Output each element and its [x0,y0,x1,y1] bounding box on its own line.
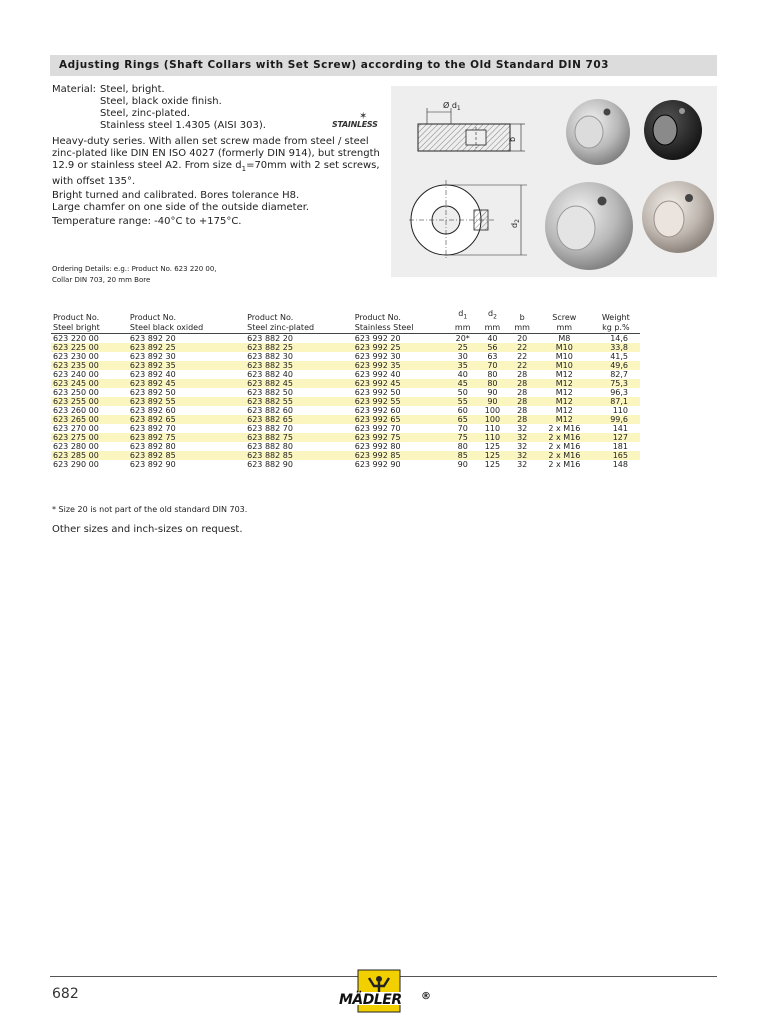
table-cell: 623 992 80 [354,441,401,451]
table-cell: 82,7 [610,369,628,379]
table-row [51,415,640,424]
table-cell: 2 x M16 [548,459,581,469]
table-cell: 70 [457,423,468,433]
table-row [51,397,640,406]
table-cell: 32 [517,459,528,469]
table-cell: 41,5 [610,351,628,361]
table-cell: 65 [448,415,478,424]
column-header: Screw mm [537,309,592,333]
table-cell: 32 [507,433,537,442]
table-row [51,370,640,379]
table-cell: 32 [517,441,528,451]
product-figure [391,86,717,277]
table-cell: 125 [484,459,501,469]
table-cell: 2 x M16 [548,423,581,433]
section-view [418,124,510,151]
table-row [51,379,640,388]
table-cell: 623 245 00 [51,379,128,388]
description [52,136,387,230]
table-cell: 125 [484,441,501,451]
table-row [51,424,640,433]
table-cell: 623 892 30 [129,351,176,361]
column-header: Weight kg p.% [592,309,640,333]
product-table [51,309,640,469]
ordering-details: Ordering Details: e.g.: Product No. 623 220 00, Collar DIN 703, 20 mm Bore [52,265,217,284]
table-cell: 623 270 00 [53,423,99,433]
table-cell: 45 [448,379,478,388]
table-cell: 96,3 [610,387,628,397]
table-cell: 623 882 35 [245,361,353,370]
logo-mark: ® [421,991,431,1002]
table-header-row [51,309,640,333]
table-cell: 90 [457,459,468,469]
table-cell: 25 [448,343,478,352]
table-cell: 28 [507,379,537,388]
table-cell: 623 882 40 [247,369,293,379]
table-cell: 623 892 70 [129,423,176,433]
table-cell: 623 992 75 [353,433,448,442]
table-cell: 181 [612,441,628,451]
page-title: Adjusting Rings (Shaft Collars with Set Screw) according to the Old Standard DIN 703 [59,59,609,71]
table-cell: 623 992 90 [354,459,401,469]
table-cell: 623 265 00 [51,415,128,424]
table-cell: 623 230 00 [53,351,99,361]
table-row [51,442,640,451]
table-cell: 2 x M16 [537,433,592,442]
table-row [51,406,640,415]
table-cell: 56 [478,343,508,352]
table-cell: 623 892 45 [128,379,245,388]
table-cell: 623 285 00 [51,451,128,460]
table-cell: 623 992 70 [354,423,401,433]
footnote: * Size 20 is not part of the old standard DIN 703. [52,505,248,514]
table-cell: 623 992 85 [353,451,448,460]
madler-logo-icon [336,966,436,1016]
table-cell: 100 [484,405,501,415]
column-header: $d_2$ mm [478,309,508,333]
table-row [51,388,640,397]
table-cell: 2 x M16 [537,451,592,460]
table-cell: 70 [478,361,508,370]
table-cell: 623 892 25 [128,343,245,352]
table-cell: 75,3 [592,379,640,388]
table-cell: 623 992 55 [353,397,448,406]
column-header: b mm [507,309,537,333]
table-cell: 90 [478,397,508,406]
table-cell: 623 882 55 [245,397,353,406]
table-cell: 28 [517,369,528,379]
table-cell: 623 992 65 [353,415,448,424]
table-cell: 110 [478,433,508,442]
table-cell: M10 [555,351,573,361]
table-cell: 28 [517,405,528,415]
table-cell: 20* [455,333,470,343]
table-cell: 623 882 85 [245,451,353,460]
table-cell: 623 992 50 [354,387,401,397]
table-cell: 623 260 00 [53,405,99,415]
table-cell: 623 992 30 [354,351,401,361]
logo-text: MÄDLER [339,992,402,1008]
table-cell: M12 [537,379,592,388]
column-header: $d_1$ mm [448,309,478,333]
material-line: Steel, black oxide finish. [100,96,222,107]
table-cell: 22 [517,351,528,361]
table-cell: 623 992 40 [354,369,401,379]
table-cell: 32 [517,423,528,433]
table-cell: 50 [457,387,468,397]
table-cell: 623 882 90 [247,459,293,469]
b-label: b [508,136,517,142]
table-cell: 22 [507,361,537,370]
photo-zinc-plated [545,182,633,270]
technical-drawing [391,86,717,277]
table-cell: 623 992 45 [353,379,448,388]
table-cell: 80 [487,369,498,379]
table-cell: 623 892 60 [129,405,176,415]
table-cell: 80 [478,379,508,388]
table-cell: M12 [555,369,573,379]
table-cell: 30 [457,351,468,361]
table-cell: 148 [612,459,628,469]
table-cell: 99,6 [592,415,640,424]
table-cell: 22 [507,343,537,352]
table-cell: 75 [448,433,478,442]
table-cell: 623 892 85 [128,451,245,460]
photo-stainless [642,181,714,253]
table-cell: 623 992 35 [353,361,448,370]
table-cell: 623 225 00 [51,343,128,352]
table-row [51,333,640,343]
material-line: Steel, zinc-plated. [100,108,191,119]
table-cell: 623 992 60 [354,405,401,415]
table-cell: 623 892 50 [129,387,176,397]
description-paragraph: Temperature range: -40°C to +175°C. [52,216,242,228]
table-cell: 85 [448,451,478,460]
table-cell: 623 992 20 [354,333,401,343]
table-cell: 623 220 00 [53,333,99,343]
material-block [52,84,266,132]
table-cell: 14,6 [610,333,628,343]
table-cell: 623 892 80 [129,441,176,451]
table-cell: 49,6 [592,361,640,370]
description-paragraph: Bright turned and calibrated. Bores tolerance H8. Large chamfer on one side of the outside diameter. [52,189,310,214]
table-row [51,343,640,352]
table-row [51,433,640,442]
table-cell: 623 882 75 [245,433,353,442]
table-cell: 125 [478,451,508,460]
table-cell: 28 [507,397,537,406]
table-cell: M12 [555,387,573,397]
table-cell: 623 240 00 [53,369,99,379]
material-line: Stainless steel 1.4305 (AISI 303). [100,120,266,131]
description-paragraph: Heavy-duty series. With allen set screw made from steel / steel zinc-plated like DIN EN ISO 4027 (formerly DIN 914), but strength 12.9 or stainless steel A2. From size $d_1=70mm$ with 2 set screws, with offset 135°. [52,136,380,187]
madler-logo [336,966,436,1016]
table-cell: 28 [517,387,528,397]
table-cell: 87,1 [592,397,640,406]
other-sizes-note: Other sizes and inch-sizes on request. [52,524,243,535]
table-cell: 141 [612,423,628,433]
table-cell: 623 892 65 [128,415,245,424]
material-line: Steel, bright. [100,84,165,95]
table-row [51,451,640,460]
table-cell: 623 882 70 [247,423,293,433]
table-cell: 623 882 25 [245,343,353,352]
table-cell: 623 882 65 [245,415,353,424]
table-cell: 32 [507,451,537,460]
table-cell: 623 235 00 [51,361,128,370]
table-cell: 63 [487,351,498,361]
table-cell: 20 [517,333,528,343]
table-cell: 623 992 25 [353,343,448,352]
table-cell: M12 [537,397,592,406]
table-cell: 623 280 00 [53,441,99,451]
table-cell: 40 [457,369,468,379]
table-cell: M10 [537,343,592,352]
table-row [51,361,640,370]
table-cell: 623 892 40 [129,369,176,379]
star-icon: ✶ [359,111,368,122]
table-cell: 623 892 35 [128,361,245,370]
photo-steel-bright [566,99,630,165]
table-cell: 60 [457,405,468,415]
table-cell: M10 [537,361,592,370]
table-cell: 623 882 80 [247,441,293,451]
page-number: 682 [52,986,79,1002]
table-cell: 2 x M16 [548,441,581,451]
table-cell: 623 250 00 [53,387,99,397]
column-header: Product No. Stainless Steel [353,309,448,333]
table-cell: 623 290 00 [53,459,99,469]
d1-label: Ø $d_1$ [443,101,461,112]
table-cell: 623 882 50 [247,387,293,397]
table-cell: 40 [487,333,498,343]
d2-label: $d_2$ [510,219,521,228]
table-cell: 623 255 00 [51,397,128,406]
table-cell: 623 892 55 [128,397,245,406]
column-header: Product No. Steel black oxided [128,309,245,333]
table-cell: 90 [487,387,498,397]
table-cell: 623 882 30 [247,351,293,361]
table-cell: 623 882 45 [245,379,353,388]
column-header: Product No. Steel zinc-plated [245,309,353,333]
table-row [51,352,640,361]
material-label: Material: [52,84,96,95]
table-cell: 165 [592,451,640,460]
table-row [51,460,640,469]
table-cell: 28 [507,415,537,424]
column-header: Product No. Steel bright [51,309,128,333]
table-cell: 80 [457,441,468,451]
table-cell: 623 882 20 [247,333,293,343]
table-cell: 623 892 90 [129,459,176,469]
table-cell: 623 275 00 [51,433,128,442]
table-cell: 110 [484,423,501,433]
table-cell: 623 892 20 [129,333,176,343]
table-cell: 35 [448,361,478,370]
stainless-logo: ✶ STAINLESS [332,111,378,129]
table-cell: M8 [558,333,571,343]
title-bar [50,55,717,76]
table-cell: 623 882 60 [247,405,293,415]
photo-black-oxide [644,100,702,160]
table-cell: 127 [592,433,640,442]
table-cell: 33,8 [592,343,640,352]
table-cell: 623 892 75 [128,433,245,442]
table-cell: M12 [555,405,573,415]
table-cell: 110 [612,405,628,415]
table-cell: 100 [478,415,508,424]
table-cell: 55 [448,397,478,406]
table-cell: M12 [537,415,592,424]
